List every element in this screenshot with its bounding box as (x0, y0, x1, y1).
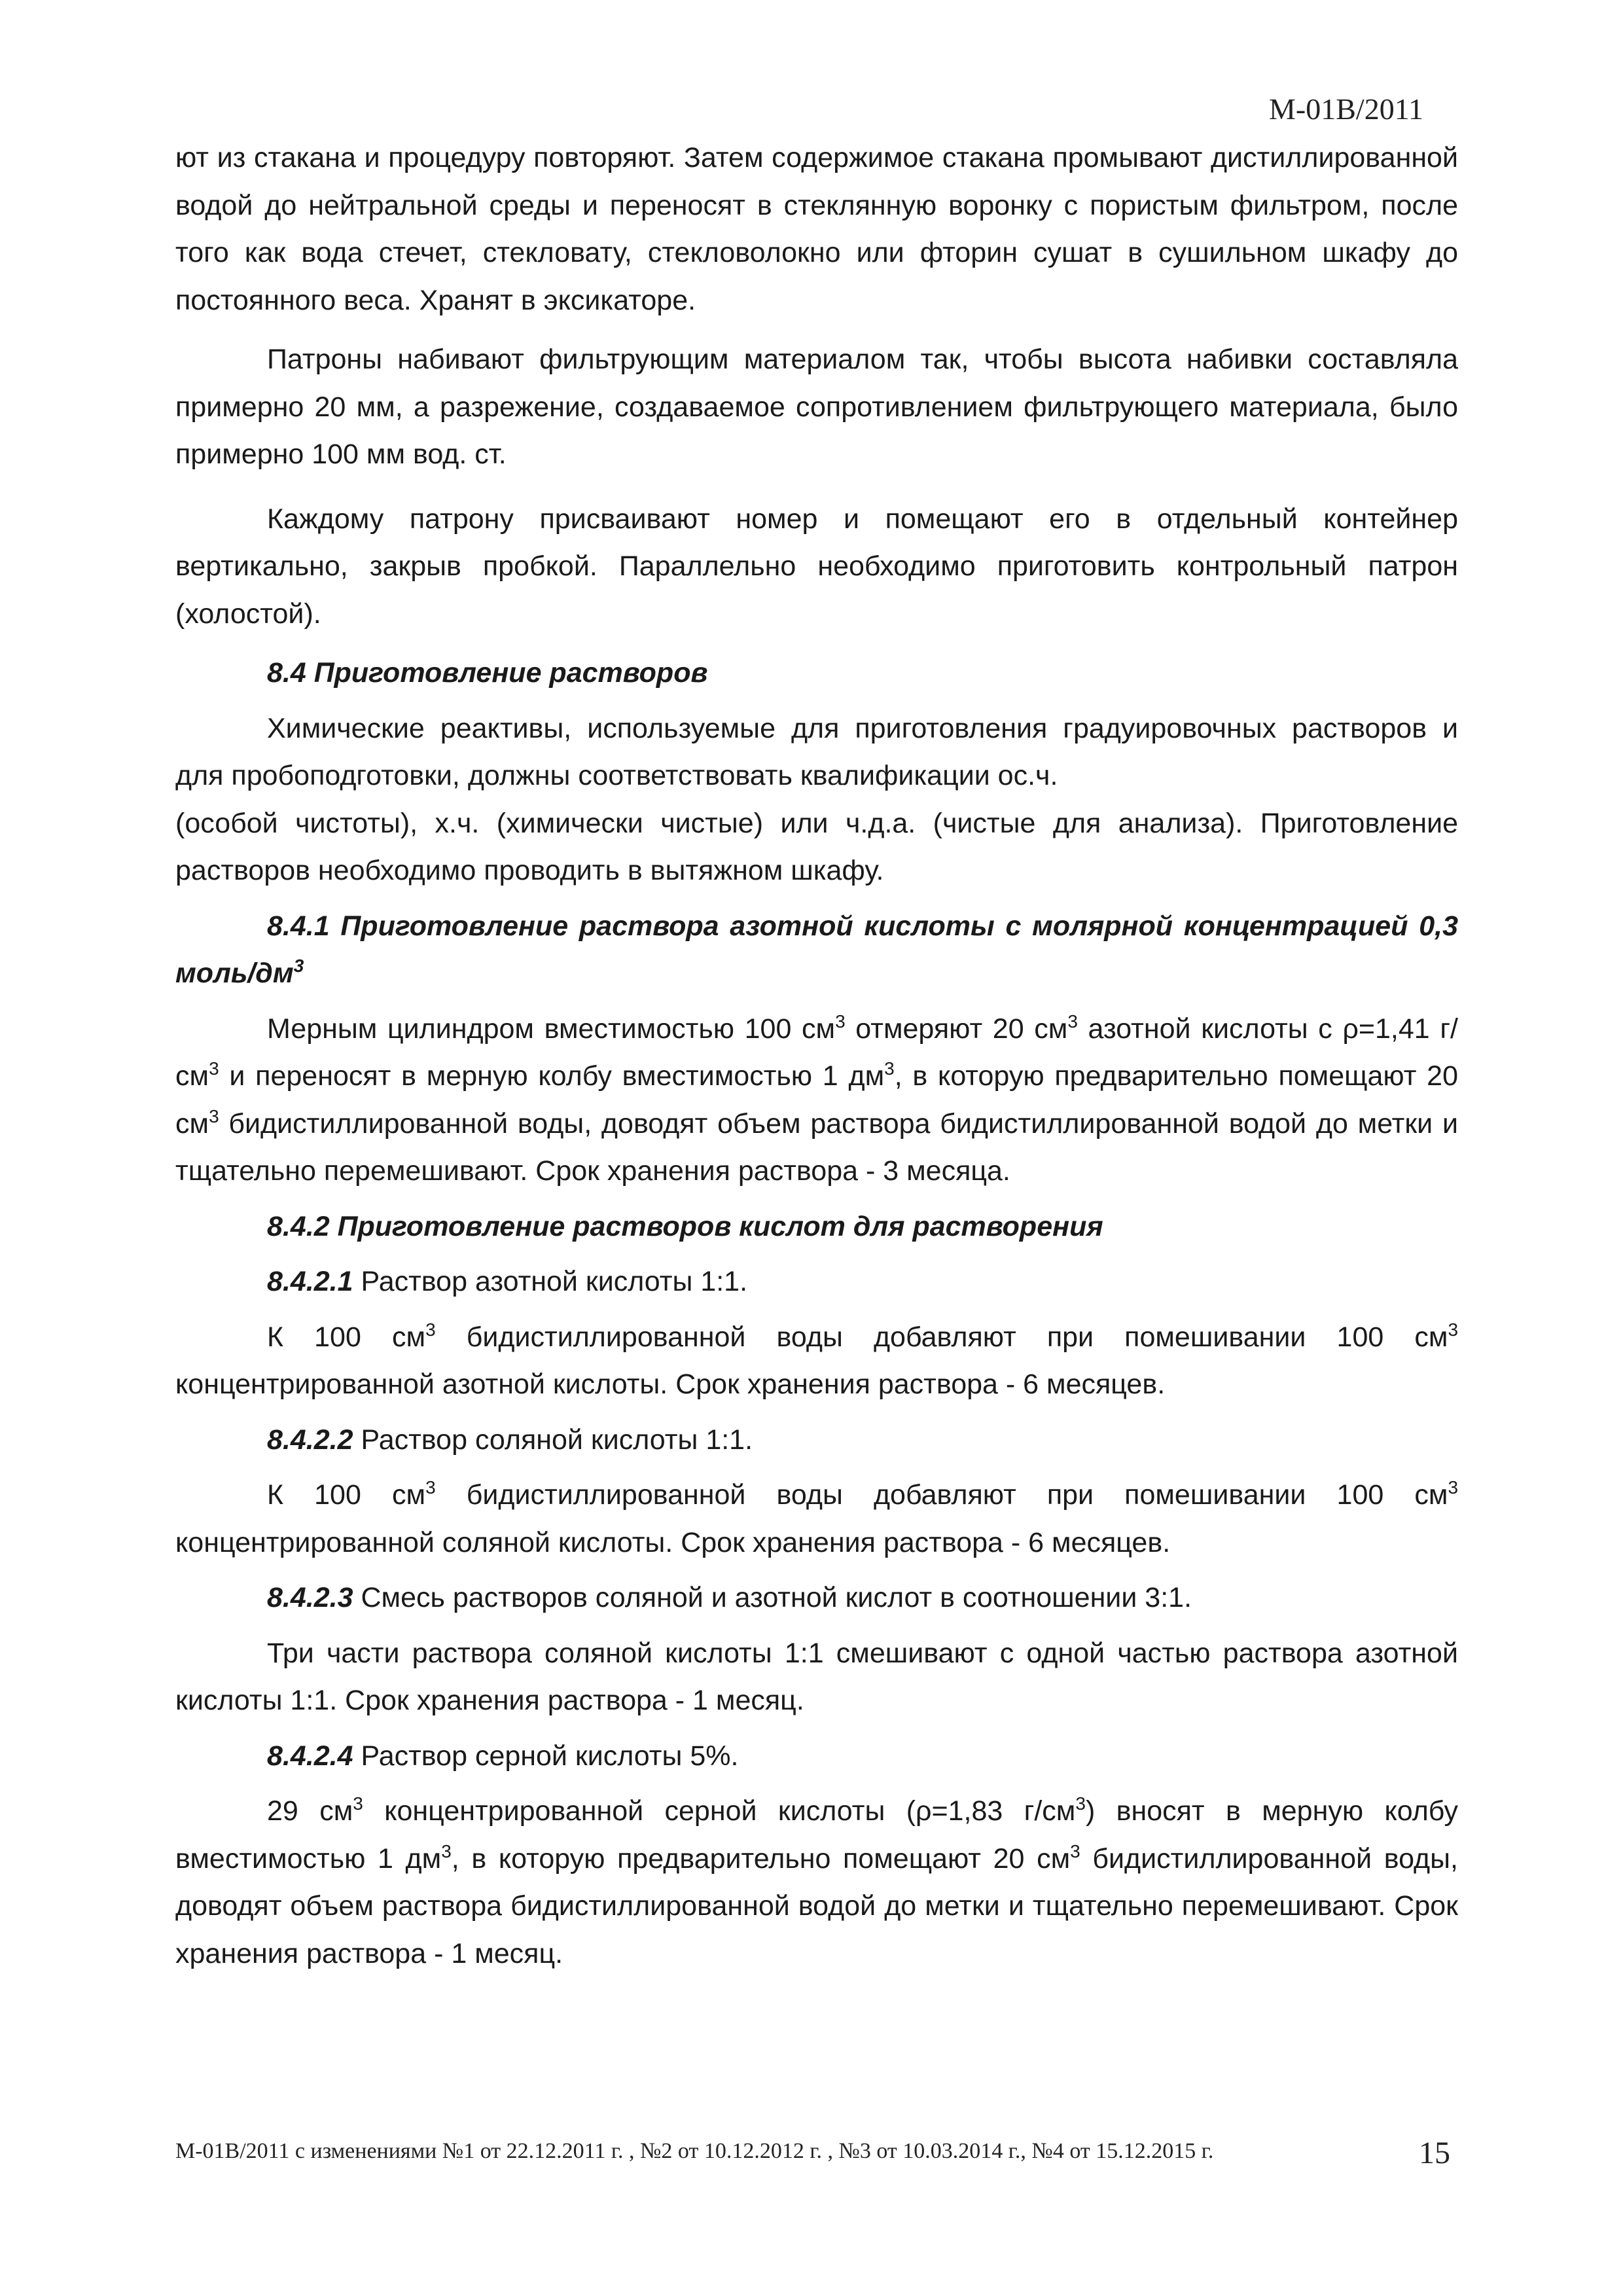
subsection-8-4-2-1 (175, 1258, 1458, 1306)
paragraph-9: Три части раствора соляной кислоты 1:1 смешивают с одной частью раствора азотной кислоты 1:1. Срок хранения раствора - 1 месяц. (175, 1637, 1458, 1716)
paragraph-4: Химические реактивы, используемые для приготовления градуировочных растворов и для пробоподготовки, должны соответствовать квалификации ос.ч. (175, 712, 1458, 791)
subsection-number: 8.4.2.4 (267, 1740, 353, 1772)
subsection-title: Раствор азотной кислоты 1:1. (353, 1266, 748, 1297)
paragraph-2: Патроны набивают фильтрующим материалом так, чтобы высота набивки составляла примерно 20 мм, а разрежение, создаваемое сопротивлением фильтрующего материала, было примерно 100 мм вод. ст. (175, 344, 1458, 470)
section-heading-8-4-2 (175, 1203, 1458, 1251)
document-body (175, 134, 1458, 1977)
paragraph-3: Каждому патрону присваивают номер и помещают его в отдельный контейнер вертикально, закрыв пробкой. Параллельно необходимо приготовить контрольный патрон (холостой). (175, 503, 1458, 630)
subsection-8-4-2-3 (175, 1574, 1458, 1622)
subsection-number: 8.4.2.2 (267, 1424, 353, 1456)
heading-text: 8.4.2 Приготовление растворов кислот для растворения (267, 1210, 1103, 1242)
subsection-8-4-2-4 (175, 1732, 1458, 1780)
subsection-number: 8.4.2.3 (267, 1582, 353, 1613)
paragraph-7: К 100 $см^3$ бидистиллированной воды добавляют при помешивании 100 $см^3$ концентрированной азотной кислоты. Срок хранения раствора - 6 месяцев. (175, 1319, 1459, 1400)
document-code: М-01В/2011 (1269, 92, 1423, 126)
subsection-number: 8.4.2.1 (267, 1266, 353, 1297)
heading-text: 8.4 Приготовление растворов (267, 657, 708, 689)
section-heading-8-4 (175, 649, 1458, 697)
paragraph-1: ют из стакана и процедуру повторяют. Затем содержимое стакана промывают дистиллированной водой до нейтральной среды и переносят в стеклянную воронку с пористым фильтром, после того как вода стечет, стекловату, стекловолокно или фторин сушат в сушильном шкафу до постоянного веса. Хранят в эксикаторе. (175, 142, 1458, 316)
subsection-8-4-2-2 (175, 1416, 1458, 1464)
superscript: 3 (293, 956, 304, 976)
subsection-title: Раствор соляной кислоты 1:1. (353, 1424, 753, 1456)
subsection-title: Смесь растворов соляной и азотной кислот в соотношении 3:1. (353, 1582, 1192, 1613)
paragraph-6: Мерным цилиндром вместимостью 100 $см^3$ отмеряют 20 $см^3$ азотной кислоты с ρ=1,41 $г/см^3$ и переносят в мерную колбу вместимостью 1 $дм^3$, в которую предварительно помещают 20 $см^3$ бидистиллированной воды, доводят объем раствора бидистиллированной водой до метки и тщательно перемешивают. Срок хранения раствора - 3 месяца. (175, 1011, 1459, 1187)
section-heading-8-4-1 (175, 903, 1458, 997)
page-number: 15 (1419, 2136, 1450, 2170)
subsection-title: Раствор серной кислоты 5%. (353, 1740, 739, 1772)
heading-text: 8.4.1 Приготовление раствора азотной кислоты с молярной концентрацией 0,3 моль/дм (175, 910, 1458, 989)
footer-revision-note: М-01В/2011 с изменениями №1 от 22.12.2011 г. , №2 от 10.12.2012 г. , №3 от 10.03.2014 г., №4 от 15.12.2015 г. (175, 2139, 1214, 2163)
paragraph-10: 29 $см^3$ концентрированной серной кислоты (ρ=1,83 $г/см^3$) вносят в мерную колбу вместимостью 1 $дм^3$, в которую предварительно помещают 20 $см^3$ бидистиллированной воды, доводят объем раствора бидистиллированной водой до метки и тщательно перемешивают. Срок хранения раствора - 1 месяц. (175, 1793, 1458, 1969)
paragraph-5: (особой чистоты), х.ч. (химически чистые) или ч.д.а. (чистые для анализа). Приготовление растворов необходимо проводить в вытяжном шкафу. (175, 807, 1458, 886)
paragraph-8: К 100 $см^3$ бидистиллированной воды добавляют при помешивании 100 $см^3$ концентрированной соляной кислоты. Срок хранения раствора - 6 месяцев. (175, 1477, 1459, 1558)
